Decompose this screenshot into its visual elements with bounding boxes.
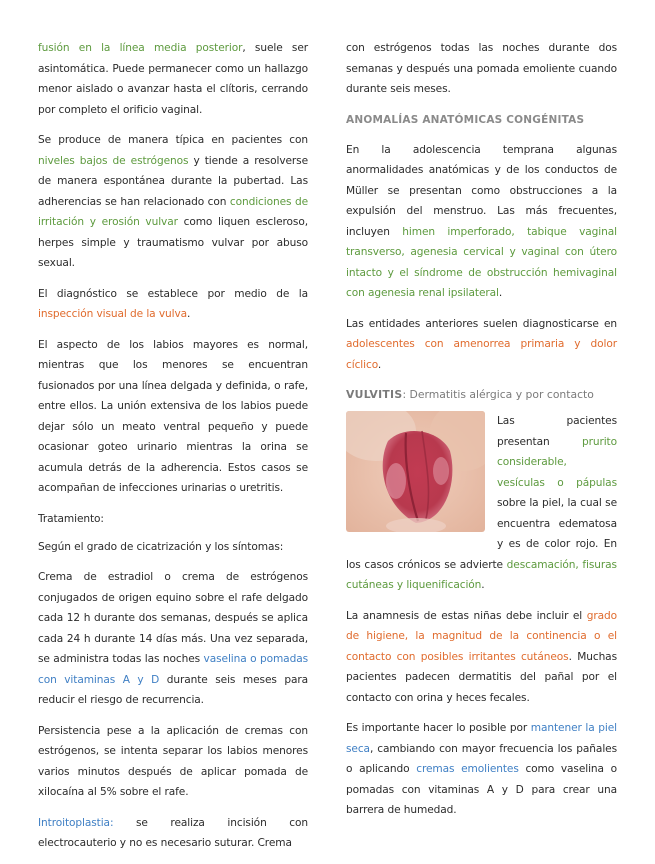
body-text: , cambiando con mayor frecuencia los pañales o aplicando	[346, 742, 617, 775]
paragraph-introitoplastia	[38, 813, 308, 854]
paragraph-adolescencia	[346, 140, 617, 304]
body-text: durante seis meses para reducir el riesgo de recurrencia.	[38, 673, 308, 706]
paragraph-diagnostico	[38, 284, 308, 325]
highlight-text: descamación, fisuras cutáneas y liquenificación	[346, 558, 617, 591]
body-text: Las entidades anteriores suelen diagnosticarse en	[346, 317, 617, 330]
body-text: .	[481, 579, 485, 591]
paragraph-persistencia: Persistencia pese a la aplicación de cremas con estrógenos, se intenta separar los labios menores varios minutos después de aplicar pomada de xilocaína al 5% sobre el rafe.	[38, 724, 308, 798]
highlight-text: prurito considerable, vesículas o pápulas	[497, 435, 617, 489]
highlight-text: vaselina o pomadas con vitaminas A y D	[38, 653, 309, 686]
highlight-text: himen imperforado, tabique vaginal transverso, agenesia cervical y vaginal con útero intacto y el síndrome de obstrucción hemivaginal con agenesia renal ipsilateral	[346, 225, 617, 299]
vulvitis-figure-block	[346, 411, 617, 606]
body-text: En la adolescencia temprana algunas anormalidades anatómicas y de los conductos de Müller se presentan como obstrucciones a la expulsión del menstruo. Las más frecuentes, incluyen	[346, 143, 617, 238]
body-text: Las pacientes presentan	[497, 415, 617, 448]
body-text: , suele ser asintomática. Puede permanecer como un hallazgo menor aislado o avanzar hasta el clítoris, cerrando por completo el orificio vaginal.	[38, 42, 308, 116]
paragraph-fusion	[38, 38, 308, 120]
body-text: .	[377, 358, 382, 371]
tratamiento-heading: Tratamiento:	[38, 512, 104, 525]
highlight-text: grado de higiene, la magnitud de la continencia o el contacto con posibles irritantes cutáneos	[346, 609, 617, 663]
paragraph-continuation: con estrógenos todas las noches durante dos semanas y después una pomada emoliente cuando durante seis meses.	[346, 42, 617, 95]
highlight-text: fusión en la línea media posterior	[38, 42, 243, 54]
section-heading-anomalias: ANOMALÍAS ANATÓMICAS CONGÉNITAS	[346, 113, 585, 126]
section-heading-vulvitis	[346, 385, 617, 405]
highlight-text: niveles bajos de estrógenos	[38, 154, 189, 167]
highlight-text: mantener la piel seca	[346, 722, 617, 755]
paragraph-estrogenos	[38, 130, 308, 274]
left-column	[38, 38, 308, 864]
highlight-text: adolescentes con amenorrea primaria y dolor cíclico	[346, 338, 617, 371]
paragraph-anamnesis	[346, 606, 617, 709]
paragraph-importante	[346, 718, 617, 821]
body-text: sobre la piel, la cual se encuentra edematosa y es de color rojo. En los casos crónicos se advierte	[346, 497, 617, 571]
paragraph-entidades	[346, 314, 617, 376]
heading-keyword: VULVITIS	[346, 388, 403, 401]
body-text: como liquen escleroso, herpes simple y traumatismo vulvar por abuso sexual.	[38, 216, 308, 269]
highlight-text: Introitoplastia:	[38, 816, 114, 829]
body-text: se realiza incisión con electrocauterio y no es necesario suturar. Crema	[38, 816, 308, 849]
paragraph-aspecto: El aspecto de los labios mayores es normal, mientras que los menores se encuentran fusionados por una línea delgada y definida, o rafe, entre ellos. La unión extensiva de los labios puede dejar sólo un meato ventral pequeño y puede ocasionar goteo urinario mientras la orina se acumula detrás de la adherencia. Estos casos se acompañan de infecciones urinarias o uretritis.	[38, 338, 308, 494]
body-text: Se produce de manera típica en pacientes con	[38, 134, 308, 146]
body-text: . Muchas pacientes padecen dermatitis del pañal por el contacto con orina y heces fecales.	[346, 650, 617, 704]
paragraph-grado: Según el grado de cicatrización y los síntomas:	[38, 540, 284, 553]
paragraph-crema-estradiol	[38, 567, 308, 711]
body-text: como vaselina o pomadas con vitaminas A y D para crear una barrera de humedad.	[346, 763, 618, 816]
highlight-text: inspección visual de la vulva	[38, 308, 188, 320]
body-text: .	[498, 287, 503, 299]
body-text: La anamnesis de estas niñas debe incluir el	[346, 609, 587, 622]
body-text: Es importante hacer lo posible por	[346, 722, 531, 734]
right-column	[346, 38, 617, 831]
body-text: El diagnóstico se establece por medio de la	[38, 287, 308, 300]
body-text: Crema de estradiol o crema de estrógenos conjugados de origen equino sobre el rafe delgado cada 12 h durante dos semanas, después se aplica cada 24 h durante 14 días más. Una vez separada, se administra todas las noches	[38, 571, 308, 665]
body-text: .	[187, 308, 191, 320]
heading-rest: : Dermatitis alérgica y por contacto	[402, 388, 594, 401]
highlight-text: cremas emolientes	[416, 763, 519, 775]
highlight-text: condiciones de irritación y erosión vulvar	[38, 195, 308, 228]
body-text: y tiende a resolverse de manera espontánea durante la pubertad. Las adherencias se han relacionado con	[38, 154, 308, 208]
clinical-photo	[346, 411, 485, 532]
